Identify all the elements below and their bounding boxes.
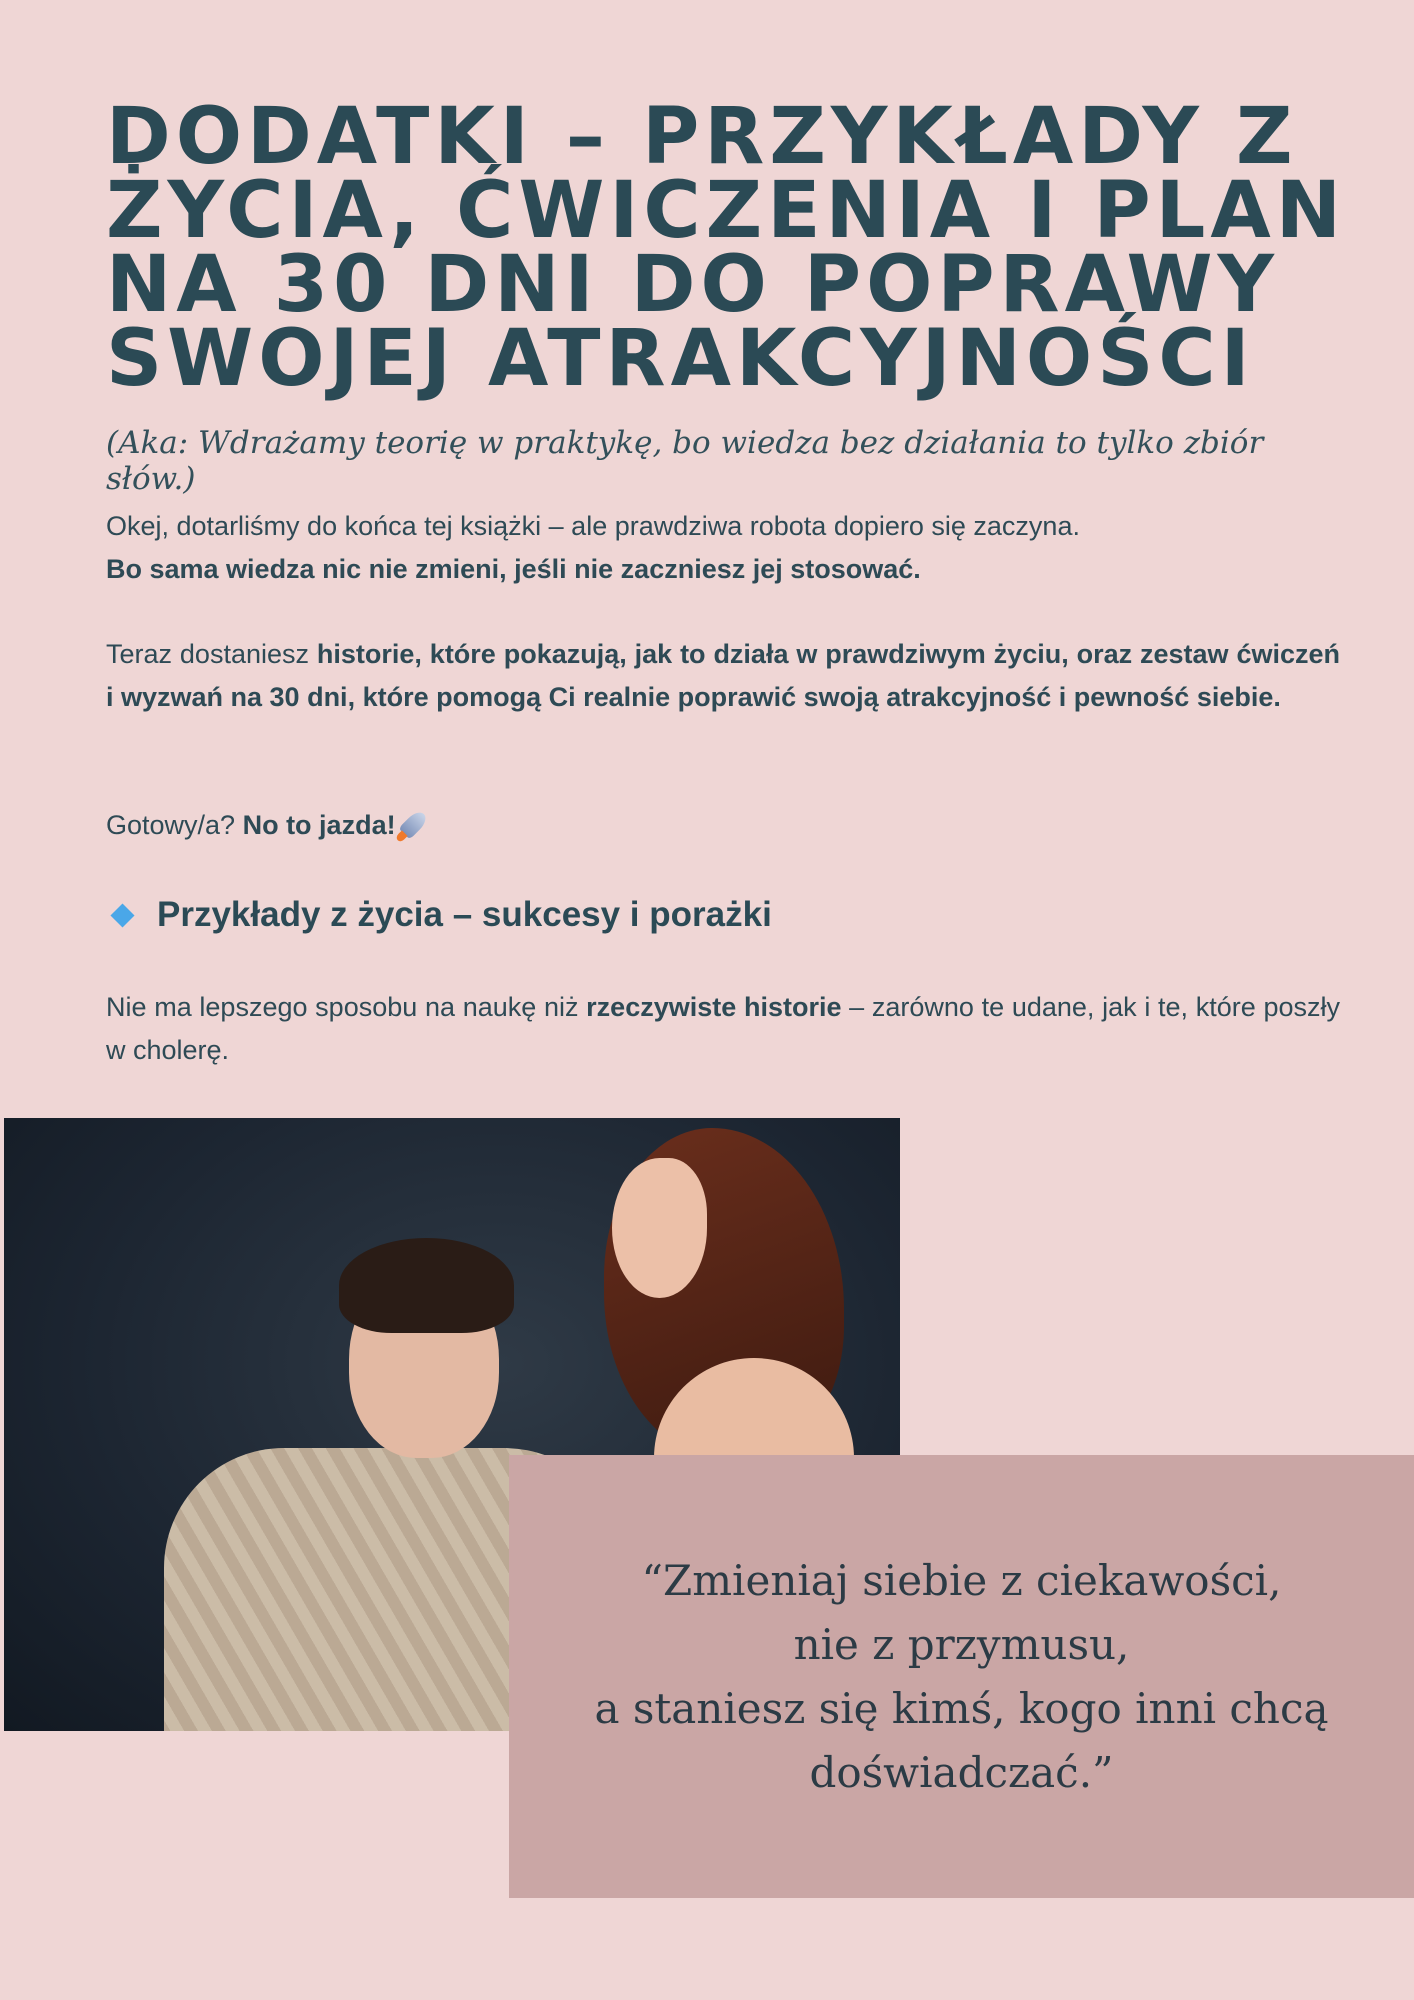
ready-lead: Gotowy/a? bbox=[106, 810, 243, 840]
section-heading bbox=[106, 895, 772, 935]
subtitle: (Aka: Wdrażamy teorię w praktykę, bo wiedza bez działania to tylko zbiór słów.) bbox=[106, 425, 1264, 497]
ready-bold: No to jazda! bbox=[242, 810, 396, 840]
photo-woman-face bbox=[612, 1158, 707, 1298]
real-stories-lead: Nie ma lepszego sposobu na naukę niż bbox=[106, 992, 587, 1022]
stories-bold: historie, które pokazują, jak to działa w prawdziwym życiu, oraz zestaw ćwiczeń i wyzwań na 30 dni, które pomogą Ci realnie poprawić swoją atrakcyjność i pewność siebie. bbox=[106, 639, 1340, 712]
quote-text: “Zmieniaj siebie z ciekawości, nie z przymusu, a staniesz się kimś, kogo inni chcą doświadczać.” bbox=[594, 1555, 1329, 1797]
photo-man-hair bbox=[339, 1238, 514, 1333]
stories-paragraph bbox=[106, 633, 1340, 719]
intro-bold-line: Bo sama wiedza nic nie zmieni, jeśli nie zaczniesz jej stosować. bbox=[106, 554, 921, 584]
rocket-icon bbox=[398, 808, 429, 839]
intro-line: Okej, dotarliśmy do końca tej książki – ale prawdziwa robota dopiero się zaczyna. bbox=[106, 511, 1080, 541]
diamond-icon bbox=[110, 903, 134, 927]
real-stories-tail: – zarówno te udane, jak i te, które poszły w cholerę. bbox=[106, 992, 1340, 1065]
real-stories-bold: rzeczywiste historie bbox=[586, 992, 842, 1022]
quote-box bbox=[509, 1455, 1414, 1898]
real-stories-paragraph bbox=[106, 986, 1340, 1072]
section-heading-text: Przykłady z życia – sukcesy i porażki bbox=[157, 895, 772, 934]
intro-paragraph bbox=[106, 505, 1340, 591]
page-title: DODATKI – PRZYKŁADY Z ŻYCIA, ĆWICZENIA I PLAN NA 30 DNI DO POPRAWY SWOJEJ ATRAKCYJNOŚCI bbox=[106, 92, 1347, 404]
stories-lead: Teraz dostaniesz bbox=[106, 639, 317, 669]
ready-paragraph bbox=[106, 804, 1340, 847]
